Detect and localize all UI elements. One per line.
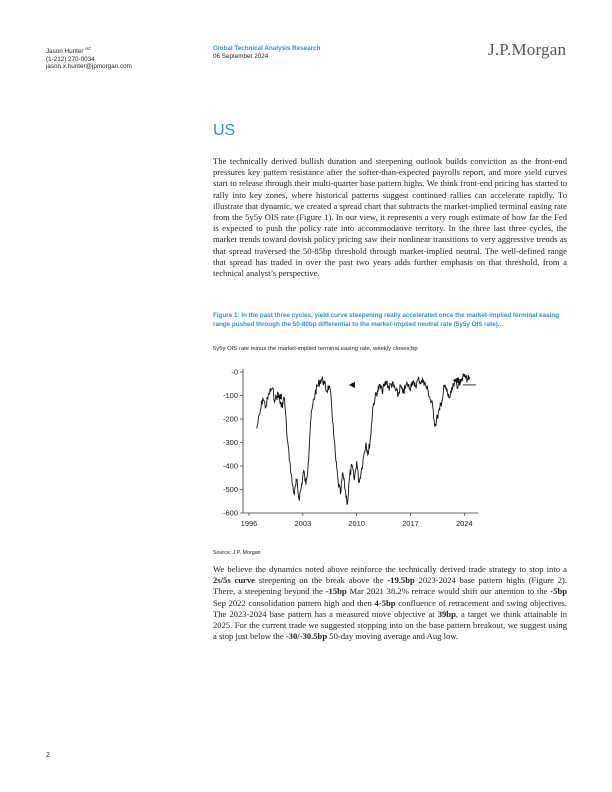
- p2-text-8: 50-day moving average and Aug low.: [327, 631, 459, 642]
- author-name-line: [46, 45, 132, 56]
- author-superscript: AC: [85, 46, 92, 51]
- p2-bold-level-1: -19.5bp: [387, 575, 415, 586]
- p2-bold-curve: 2s/5s curve: [213, 575, 255, 586]
- y-tick-label: -400: [222, 461, 238, 471]
- y-tick-label: -0: [231, 367, 238, 377]
- p2-text-4: Mar 2021 38.2% retrace would shift our attention to the: [346, 586, 551, 597]
- author-email[interactable]: jason.x.hunter@jpmorgan.com: [46, 63, 132, 71]
- figure-caption: Figure 1: In the past three cycles, yield curve steepening really accelerated once the market-implied terminal easing range pushed through the 50-80bp differential to the market-implied neutral rate (5y5y OIS rate)...: [213, 312, 560, 328]
- p2-text-7: , a target we think attainable in 2025. For the current trade we suggested stopping into on the base pattern breakout, we suggest using a stop just below the: [213, 608, 567, 642]
- paragraph-strategy: [213, 564, 567, 642]
- author-block: [46, 45, 132, 71]
- p2-text-3: 2023-2024 base pattern highs (Figure 2). There, a steepening beyond the: [213, 575, 567, 597]
- spread-line-chart: [213, 358, 483, 548]
- y-tick-label: -600: [222, 508, 238, 518]
- p2-bold-level-2: -15bp: [325, 586, 347, 597]
- section-title: US: [213, 122, 236, 139]
- author-phone: (1-212) 270-0034: [46, 55, 95, 63]
- paragraph-intro: The technically derived bullish duration and steepening outlook builds conviction as the front-end pressures key pattern resistance after the softer-than-expected payrolls report, and more yield curves start to release through their multi-quarter base pattern highs. We think front-end pricing has started to rally into key zones, where historical patterns suggest continued rallies can accelerate rapidly. To illustrate that dynamic, we created a spread chart that subtracts the market-implied terminal easing rate from the 5y5y OIS rate (Figure 1). In our view, it represents a very rough estimate of how far the Fed is expected to push the policy rate into accommodative territory. In the three last three cycles, the market trends toward dovish policy pricing saw their nonlinear transitions to very aggressive trends as that spread traversed the 50-85bp threshold through market-implied neutral. The well-defined range that spread has traded in over the past two years adds further emphasis on that threshold, from a technical analyst’s perspective.: [213, 156, 567, 279]
- x-tick-label: 2024: [455, 519, 473, 528]
- p2-bold-stop: -30/-30.5bp: [285, 631, 328, 642]
- page-number: 2: [46, 752, 50, 759]
- x-tick-label: 2003: [294, 519, 312, 528]
- p2-bold-target: 39bp: [437, 608, 456, 619]
- author-name: Jason Hunter: [46, 48, 86, 56]
- arrow-marker: [453, 377, 459, 383]
- figure-source: Source: J.P. Morgan: [213, 550, 261, 556]
- p2-text-6: confluence of retracement and swing objectives. The 2023-2024 base pattern has a measured move objective at: [213, 597, 567, 619]
- p2-bold-level-3: -5bp: [550, 586, 567, 597]
- p2-text-1: We believe the dynamics noted above reinforce the technically derived trade strategy to stop into a: [213, 564, 567, 574]
- arrow-marker: [349, 382, 355, 388]
- x-tick-label: 2010: [348, 519, 365, 528]
- figure-subtitle: 5y5y OIS rate minus the market-implied terminal easing rate, weekly closes;bp: [213, 346, 418, 352]
- jpmorgan-logo: J.P.Morgan: [488, 40, 567, 59]
- p2-text-5: Sep 2022 consolidation pattern high and then: [213, 597, 375, 608]
- x-tick-label: 1996: [240, 519, 258, 528]
- report-header: [213, 45, 320, 60]
- y-tick-label: -100: [222, 391, 238, 400]
- report-title: Global Technical Analysis Research: [213, 45, 321, 52]
- p2-text-2: steepening on the break above the: [254, 575, 388, 586]
- y-tick-label: -300: [222, 438, 238, 447]
- x-axis-ticks: [241, 513, 473, 528]
- y-tick-label: -200: [222, 414, 238, 424]
- report-date: 06 September 2024: [213, 52, 269, 60]
- p2-bold-level-4: 4-5bp: [374, 597, 396, 608]
- y-tick-label: -500: [222, 485, 238, 494]
- series-line: [257, 374, 470, 505]
- y-axis-ticks: [223, 368, 243, 518]
- x-tick-label: 2017: [402, 519, 419, 528]
- chart-axes: [243, 369, 478, 513]
